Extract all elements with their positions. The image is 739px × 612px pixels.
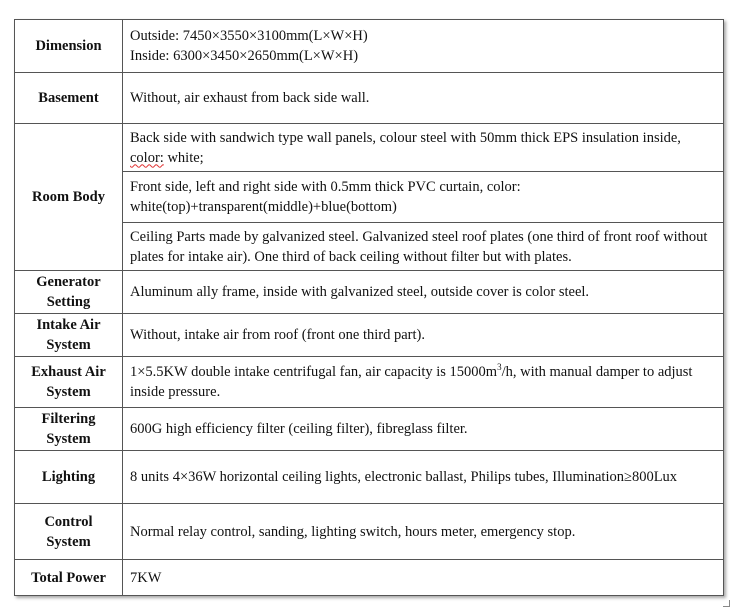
row-intake-air (15, 314, 724, 357)
label-exhaust-air-line2: System (46, 384, 91, 400)
value-dimension (123, 20, 724, 73)
row-filtering (15, 408, 724, 451)
label-generator-setting (15, 271, 123, 314)
exhaust-air-superscript: 3 (497, 362, 502, 373)
value-control: Normal relay control, sanding, lighting switch, hours meter, emergency stop. (123, 504, 724, 560)
label-filtering-line2: System (46, 431, 91, 447)
dimension-outside: Outside: 7450×3550×3100mm(L×W×H) (130, 28, 368, 44)
row-dimension (15, 20, 724, 73)
value-generator-setting: Aluminum ally frame, inside with galvanized steel, outside cover is color steel. (123, 271, 724, 314)
label-total-power: Total Power (15, 560, 123, 596)
label-dimension: Dimension (15, 20, 123, 73)
value-lighting: 8 units 4×36W horizontal ceiling lights, electronic ballast, Philips tubes, Illumination≥800Lux (123, 451, 724, 504)
label-control-line1: Control (44, 513, 93, 530)
label-filtering (15, 408, 123, 451)
row-exhaust-air (15, 357, 724, 408)
row-control (15, 504, 724, 560)
label-filtering-line1: Filtering (41, 411, 96, 427)
room-body-back-text-end: white; (163, 149, 204, 166)
value-room-body-front: Front side, left and right side with 0.5mm thick PVC curtain, color: white(top)+transparent(middle)+blue(bottom) (123, 172, 724, 223)
label-basement: Basement (15, 73, 123, 124)
value-filtering: 600G high efficiency filter (ceiling filter), fibreglass filter. (123, 408, 724, 451)
row-lighting (15, 451, 724, 504)
row-total-power (15, 560, 724, 596)
value-total-power: 7KW (123, 560, 724, 596)
label-intake-air-line2: System (46, 337, 91, 353)
row-room-body-back (15, 124, 724, 172)
value-exhaust-air (123, 357, 724, 408)
label-exhaust-air-line1: Exhaust Air (31, 364, 106, 380)
row-generator-setting (15, 271, 724, 314)
label-generator-setting-line2: Setting (46, 294, 91, 310)
label-lighting: Lighting (15, 451, 123, 504)
value-basement: Without, air exhaust from back side wall. (123, 73, 724, 124)
label-intake-air (15, 314, 123, 357)
spellcheck-flag: color: (130, 149, 164, 166)
label-control-line2: System (46, 533, 91, 550)
label-room-body: Room Body (15, 124, 123, 271)
resize-corner-mark (723, 600, 730, 607)
label-control (15, 504, 123, 560)
exhaust-air-text-end: /h, with manual damper to adjust inside pressure. (130, 364, 693, 400)
value-room-body-ceiling: Ceiling Parts made by galvanized steel. Galvanized steel roof plates (one third of front roof without plates for intake air). One third of back ceiling without filter but with plates. (123, 223, 724, 271)
row-basement (15, 73, 724, 124)
dimension-inside: Inside: 6300×3450×2650mm(L×W×H) (130, 48, 359, 64)
value-room-body-back (123, 124, 724, 172)
exhaust-air-text: 1×5.5KW double intake centrifugal fan, air capacity is 15000m (130, 364, 498, 380)
value-intake-air: Without, intake air from roof (front one third part). (123, 314, 724, 357)
spec-table (14, 19, 724, 596)
label-generator-setting-line1: Generator (36, 274, 101, 290)
label-exhaust-air (15, 357, 123, 408)
label-intake-air-line1: Intake Air (36, 317, 101, 333)
room-body-back-text: Back side with sandwich type wall panels, colour steel with 50mm thick EPS insulation inside, (130, 129, 681, 146)
